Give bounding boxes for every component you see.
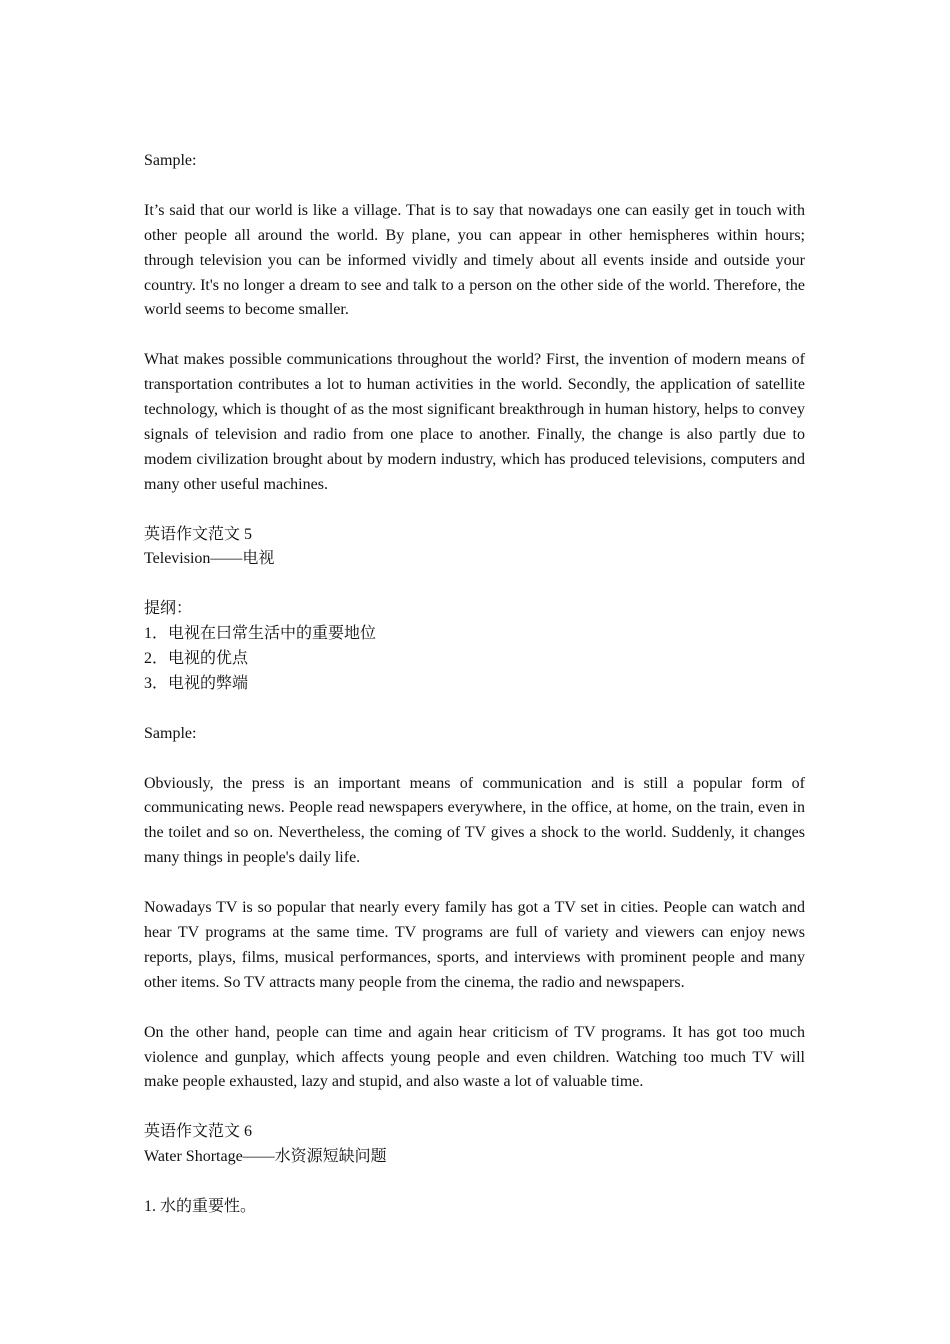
body-paragraph: It’s said that our world is like a village. That is to say that nowadays one can easily get in touch with other people all around the world. By plane, you can appear in other hemispheres within hours; through television you can be informed vividly and timely about all events inside and outside your country. It's no longer a dream to see and talk to a person on the other side of the world. Therefore, the world seems to become smaller.: [144, 201, 805, 319]
spacer: [144, 697, 805, 722]
body-paragraph: Obviously, the press is an important means of communication and is still a popular form of communicating news. People read newspapers everywhere, in the office, at home, on the train, even in the toilet and so on. Nevertheless, the coming of TV gives a shock to the world. Suddenly, it changes many things in people's daily life.: [144, 774, 805, 867]
outline-label: 提纲：: [144, 600, 193, 618]
section-heading: 英语作文范文 5: [144, 525, 253, 543]
body-paragraph: On the other hand, people can time and again hear criticism of TV programs. It has got too much violence and gunplay, which affects young people and even children. Watching too much TV will make people exhausted, lazy and stupid, and also waste a lot of valuable time.: [144, 1023, 805, 1091]
spacer: [144, 747, 805, 772]
numbered-item: 1. 水的重要性。: [144, 1197, 257, 1215]
spacer: [144, 323, 805, 348]
spacer: [144, 871, 805, 896]
document-page: [144, 149, 805, 1220]
spacer: [144, 1170, 805, 1195]
section-title: Television——电视: [144, 550, 275, 568]
body-paragraph: What makes possible communications throughout the world? First, the invention of modern means of transportation contributes a lot to human activities in the world. Secondly, the application of satellite technology, which is thought of as the most significant breakthrough in human history, helps to convey signals of television and radio from one place to another. Finally, the change is also partly due to modem civilization brought about by modern industry, which has produced televisions, computers and many other useful machines.: [144, 351, 805, 493]
section-title: Water Shortage——水资源短缺问题: [144, 1148, 387, 1166]
section-heading: 英语作文范文 6: [144, 1123, 253, 1141]
body-paragraph: Nowadays TV is so popular that nearly every family has got a TV set in cities. People can watch and hear TV programs at the same time. TV programs are full of variety and viewers can enjoy news reports, plays, films, musical performances, sports, and interviews with prominent people and many other items. So TV attracts many people from the cinema, the radio and newspapers.: [144, 899, 805, 991]
sample-label: Sample:: [144, 724, 197, 742]
sample-label: Sample:: [144, 152, 197, 169]
spacer: [144, 572, 805, 597]
spacer: [144, 1095, 805, 1120]
spacer: [144, 174, 805, 199]
spacer: [144, 996, 805, 1021]
outline-item: 1．电视在曰常生活中的重要地位: [144, 625, 377, 643]
outline-item: 3．电视的弊端: [144, 674, 249, 692]
spacer: [144, 498, 805, 523]
outline-item: 2．电视的优点: [144, 650, 249, 668]
